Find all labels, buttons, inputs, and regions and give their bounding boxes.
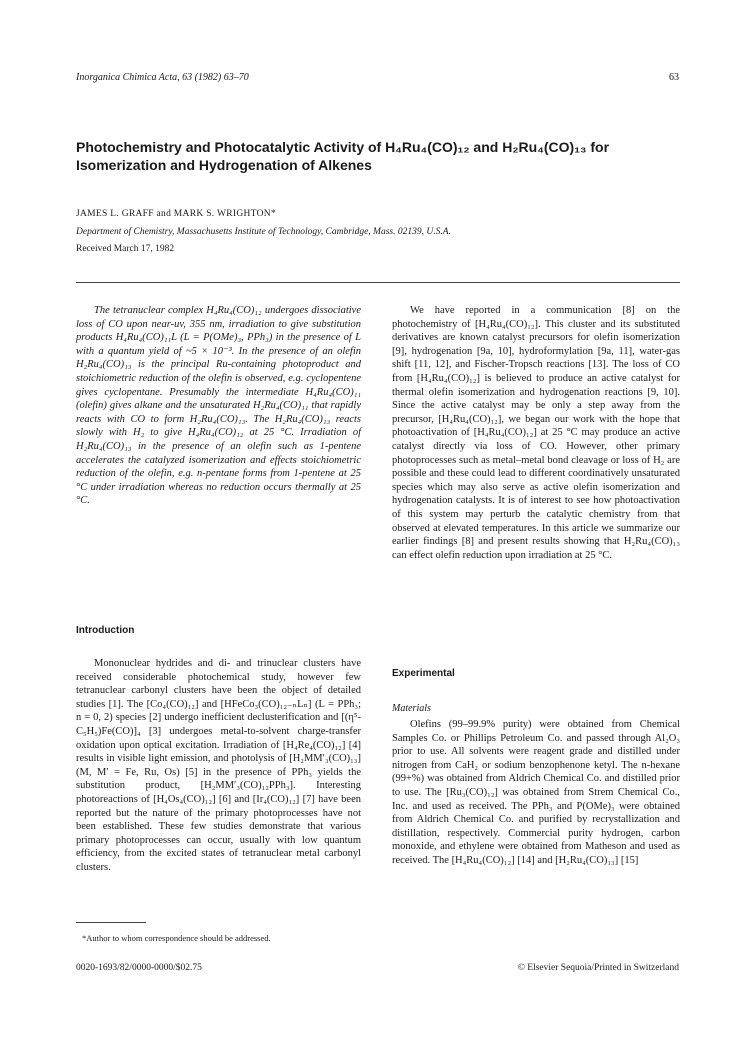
running-header	[76, 72, 679, 83]
author-affiliation: Department of Chemistry, Massachusetts Institute of Technology, Cambridge, Mass. 02139, U.S.A.	[76, 227, 451, 237]
abstract-text: The tetranuclear complex H₄Ru₄(CO)₁₂ undergoes dissociative loss of CO upon near-uv, 355 nm, irradiation to give substitution products H₄Ru₄(CO)₁₁L (L = P(OMe)₃, PPh₃) in the presence of L with a quantum yield of ~5 × 10⁻³. In the presence of an olefin H₂Ru₄(CO)₁₃ is the principal Ru-containing photoproduct and stoichiometric reduction of the olefin is observed, e.g. cyclopentene gives cyclopentane. Presumably the intermediate H₄Ru₄(CO)₁₁ (olefin) gives alkane and the unsaturated H₂Ru₄(CO)₁₁ that rapidly reacts with CO to form H₂Ru₄(CO)₁₃. The H₂Ru₄(CO)₁₃ reacts slowly with H₂ to give H₄Ru₄(CO)₁₂ at 25 °C. Irradiation of H₂Ru₄(CO)₁₃ in the presence of an olefin such as 1-pentene accelerates the catalyzed isomerization and effects stoichiometric reduction of the olefin, e.g. n-pentane forms from 1-pentene at 25 °C under irradiation whereas no reduction occurs thermally at 25 °C.	[76, 305, 361, 507]
experimental-heading: Experimental	[392, 668, 455, 679]
copyright-line: © Elsevier Sequoia/Printed in Switzerland	[517, 963, 679, 973]
introduction-heading: Introduction	[76, 625, 135, 636]
footnote-divider	[76, 922, 146, 923]
introduction-section	[76, 657, 361, 875]
journal-citation: Inorganica Chimica Acta, 63 (1982) 63–70	[76, 72, 249, 83]
introduction-text: Mononuclear hydrides and di- and trinuclear clusters have received considerable photochemical study, however few tetranuclear carbonyl clusters have been the object of detailed studies [1]. The [Co₄(CO)₁₂] and [HFeCo₃(CO)₁₂₋ₙLₙ] (L = PPh₃; n = 0, 2) species [2] undergo inefficient declusterification and [(η⁵-C₅H₅)Fe(CO)]₄ [3] undergoes metal-to-solvent charge-transfer oxidation upon optical excitation. Irradiation of [H₄Re₄(CO)₁₂] [4] results in visible light emission, and photolysis of [H₂MM′₃(CO)₁₃] (M, M′ = Fe, Ru, Os) [5] in the presence of PPh₃ yields the substitution product, [H₂MM′₃(CO)₁₂PPh₃]. Interesting photoreactions of [H₄Os₄(CO)₁₂] [6] and [Ir₄(CO)₁₂] [7] have been reported but the nature of the primary photoprocesses have not been established. These few studies demonstrate that various primary photoprocesses can occur, usually with low quantum efficiency, from the excited states of tetranuclear metal carbonyl clusters.	[76, 658, 361, 873]
experimental-section	[392, 718, 680, 868]
page-number: 63	[669, 72, 679, 83]
experimental-text: Olefins (99–99.9% purity) were obtained from Chemical Samples Co. or Phillips Petroleum Co. and passed through Al₂O₃ prior to use. All solvents were reagent grade and distilled under nitrogen from CaH₂ or sodium benzophenone ketyl. The n-hexane (99+%) was obtained from Aldrich Chemical Co. and distilled prior to use. The [Ru₃(CO)₁₂] was obtained from Strem Chemical Co., Inc. and used as received. The PPh₃ and P(OMe)₃ were obtained from Aldrich Chemical Co. and purified by recrystallization and distillation, respectively. Commercial purity hydrogen, carbon monoxide, and ethylene were obtained from Matheson and used as received. The [H₄Ru₄(CO)₁₂] [14] and [H₂Ru₄(CO)₁₃] [15]	[392, 719, 680, 866]
abstract	[76, 304, 361, 508]
footnote: *Author to whom correspondence should be addressed.	[82, 933, 271, 943]
right-column-intro	[392, 304, 680, 562]
issn-line: 0020-1693/82/0000-0000/$02.75	[76, 963, 202, 973]
right-column-text: We have reported in a communication [8] on the photochemistry of [H₄Ru₄(CO)₁₂]. This cluster and its substituted derivatives are known catalyst precursors for olefin isomerization [9], hydrogenation [9a, 10], hydroformylation [9a, 11], water-gas shift [11, 12], and Fischer-Tropsch reactions [13]. The loss of CO from [H₄Ru₄(CO)₁₂] is believed to produce an active catalyst for thermal olefin isomerization and hydrogenation reactions [9, 10]. Since the active catalyst may be only a step away from the precursor, [H₄Ru₄(CO)₁₂], we began our work with the hope that photoactivation of [H₄Ru₄(CO)₁₂] at 25 °C may produce an active catalyst directly via loss of CO. However, other primary photoprocesses such as metal–metal bond cleavage or loss of H₂ are possible and these could lead to different coordinatively unsaturated species which may also serve as active olefin isomerization and hydrogenation catalysts. It is of interest to see how photoactivation of this system may perturb the catalytic chemistry from that observed at elevated temperatures. In this article we summarize our earlier findings [8] and present results showing that H₂Ru₄(CO)₁₃ can effect olefin reduction upon irradiation at 25 °C.	[392, 305, 680, 561]
article-title: Photochemistry and Photocatalytic Activity of H₄Ru₄(CO)₁₂ and H₂Ru₄(CO)₁₃ for Isomerization and Hydrogenation of Alkenes	[76, 139, 610, 173]
header-divider	[76, 282, 680, 283]
received-date: Received March 17, 1982	[76, 244, 175, 254]
materials-subheading: Materials	[392, 703, 431, 714]
article-authors: JAMES L. GRAFF and MARK S. WRIGHTON*	[76, 209, 276, 219]
